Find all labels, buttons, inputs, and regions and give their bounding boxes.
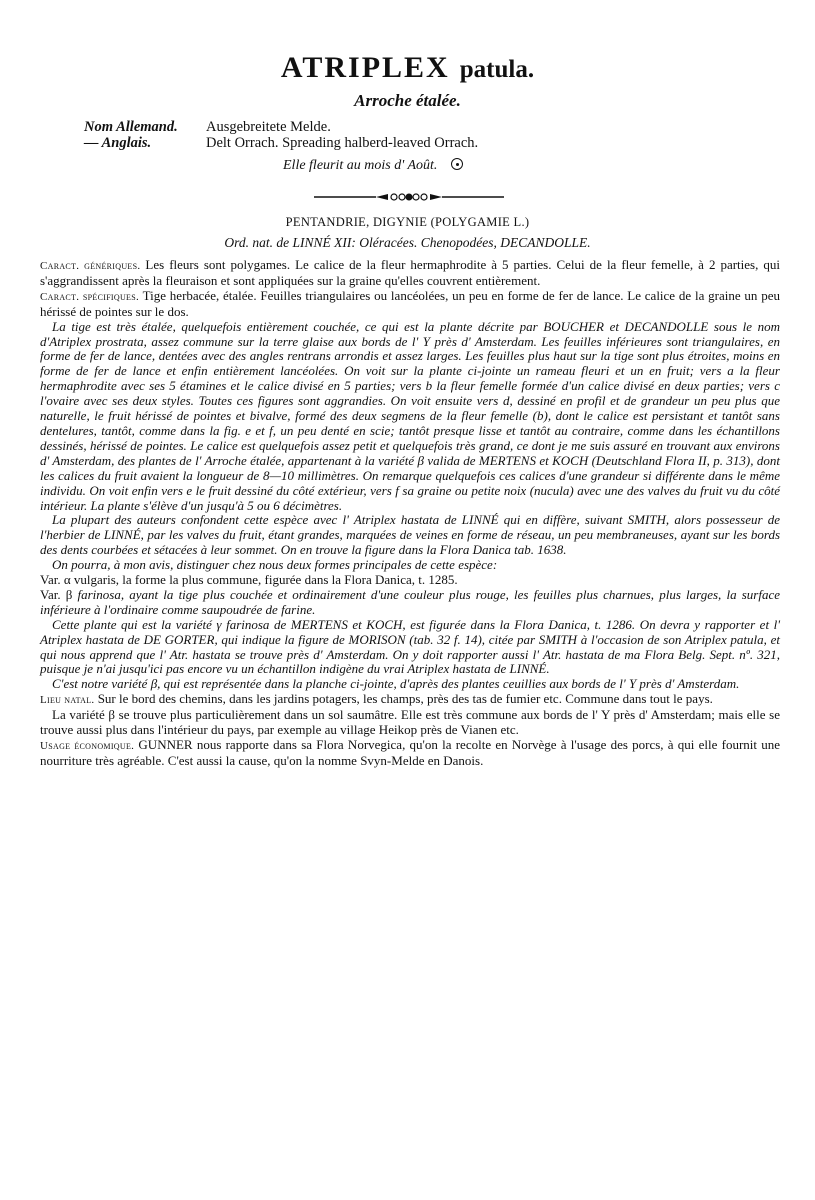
generic-text: Les fleurs sont polygames. Le calice de la fleur hermaphrodite à 5 parties. Celui de la fleur femelle, à 2 parties, qui s'aggrandissent après la fleuraison et sont appliquées sur la graine qu'elles couvrent entièrement. [40,257,780,288]
flowering-text: Elle fleurit au mois d' Août. [283,158,438,173]
specific-text: Tige herbacée, étalée. Feuilles triangulaires ou lancéolées, un peu en forme de fer de lance. Le calice de la graine un peu hérissé de pointes sur le dos. [40,287,780,319]
specific-characters [40,289,780,320]
description-paragraph-3: On pourra, à mon avis, distinguer chez nous deux formes principales de cette espèce: [52,557,498,573]
natural-order: Ord. nat. de LINNÉ XII: Oléracées. Chenopodées, DECANDOLLE. [224,235,591,250]
variety-alpha-label: Var. α [40,572,71,588]
classification: PENTANDRIE, DIGYNIE (POLYGAMIE L.) [285,215,530,229]
specific-label: Caract. spécifiques. [40,290,140,303]
habitat-label: Lieu natal. [40,694,95,707]
habitat [40,692,780,708]
description-body [40,258,780,769]
english-name: Delt Orrach. Spreading halberd-leaved Orrach. [206,135,479,151]
generic-characters [40,258,780,289]
economic-use [40,738,780,769]
description-paragraph-2: La plupart des auteurs confondent cette espèce avec l' Atriplex hastata de LINNÉ qui en diffère, suivant SMITH, alors possesseur de l'herbier de LINNÉ, par les valves du fruit, étant grandes, marquées de veines en forme de réseau, un peu membraneuses, ayant sur les bords des dents courbées et sétacées à leur sommet. On en trouve la figure dans la Flora Danica tab. 1638. [40,512,780,558]
habitat-variety-note: La variété β se trouve plus particulièrement dans un sol saumâtre. Elle est très commune aux bords de l' Y près d' Amsterdam; mais elle se trouve aussi plus dans l'intérieur du pays, par exemple au village Heikop près de Vianen etc. [40,707,780,738]
economic-use-text: GUNNER nous rapporte dans sa Flora Norvegica, qu'on la recolte en Norvège à l'usage des porcs, à qui elle fournit une nourriture très agréable. C'est aussi la cause, qu'on la nomme Svyn-Melde en Danois. [40,737,780,768]
description-paragraph-1: La tige est très étalée, quelquefois entièrement couchée, ce qui est la plante décrite par BOUCHER et DECANDOLLE sous le nom d'Atriplex prostrata, assez commune sur la terre glaise aux bords de l' Y près d' Amsterdam. Les feuilles inférieures sont triangulaires, en forme de fer de lance, dentées avec des angles rentrans arrondis et assez larges. Les feuilles plus haut sur la tige sont plus étroites, moins en forme de fer de lance et enfin entièrement lancéolées. On voit sur la plante ci-jointe un rameau fleuri et un en fruit; vers a la fleur hermaphrodite avec ses 5 étamines et le calice divisé en 5 parties; vers b la fleur femelle formée d'un calice divisé en deux parties; vers c l'ovaire avec ses deux styles. Toutes ces figures sont aggrandies. On voit ensuite vers d, dessiné en profil et de grandeur un peu plus que naturelle, le fruit hérissé de pointes et bivalve, formé des deux segmens de la fleur femelle (b), dont le calice est persistant et tantôt sans dentelures, tantôt, comme dans la fig. e et f, un peu denté en scie; tantôt presque lisse et tantôt au contraire, comme dans les échantillons dessinés, hérissé de pointes. Le calice est quelquefois assez petit et quelquefois très grand, ce dont je me suis assuré en trouvant aux environs d' Amsterdam, des plantes de l' Arroche étalée, appartenant à la variété β valida de MERTENS et KOCH (Deutschland Flora II, p. 313), dont les calices du fruit avaient la longueur de 8—10 millimètres. On remarque quelquefois ces calices d'une grandeur si différente dans le même individu. On voit enfin vers e le fruit dessiné du côté extérieur, vers f sa graine ou petite noix (nucula) avec une des valves du fruit vu du côté intérieur. La plante s'élève d'un jusqu'à 5 ou 6 décimètres. [40,318,780,513]
variety-beta-label: Var. β [40,586,73,602]
economic-use-label: Usage économique. [40,740,135,752]
english-label: — Anglais. [84,135,152,151]
german-label: Nom Allemand. [84,119,178,135]
variety-beta-text: farinosa, ayant la tige plus couchée et ordinairement d'une couleur plus rouge, les feuilles plus charnues, plus larges, la surface inférieure à l'ordinaire comme saupoudrée de farine. [40,586,781,617]
english-name-row [84,135,478,151]
flowering-line [283,156,463,176]
german-name-row [84,119,478,135]
description-paragraph-5: C'est notre variété β, qui est représentée dans la planche ci-jointe, d'après des plantes ceuillies aux bords de l' Y près d' Amsterdam. [52,676,740,692]
generic-label: Caract. génériques. [40,260,141,272]
genus-name: ATRIPLEX [280,51,450,84]
variety-beta [40,588,780,618]
species-name: patula. [459,56,535,83]
annual-symbol-icon [451,158,463,170]
page-title [0,48,815,93]
variety-alpha-text: vulgaris, la forme la plus commune, figurée dans la Flora Danica, t. 1285. [73,572,458,588]
french-name: Arroche étalée. [354,91,461,110]
german-name: Ausgebreitete Melde. [206,119,331,135]
ornamental-divider [314,190,504,204]
habitat-text: Sur le bord des chemins, dans les jardins potagers, les champs, près des tas de fumier etc. Commune dans tout le pays. [97,691,713,707]
variety-alpha [40,573,780,588]
description-paragraph-4: Cette plante qui est la variété γ farinosa de MERTENS et KOCH, est figurée dans la Flora Danica, t. 1286. On devra y rapporter et l' Atriplex hastata de DE GORTER, qui indique la figure de MORISON (tab. 32 f. 14), citée par SMITH à l'occasion de son Atriplex patula, et qui nous apprend que l' Atr. hastata se trouve près d' Amsterdam. On y doit rapporter aussi l' Atr. hastata de ma Flora Belg. Sept. nº. 321, puisque je n'ai jusqu'ici pas encore vu un échantillon indigène du vrai Atriplex hastata de LINNÉ. [40,616,780,677]
common-names [84,119,478,151]
